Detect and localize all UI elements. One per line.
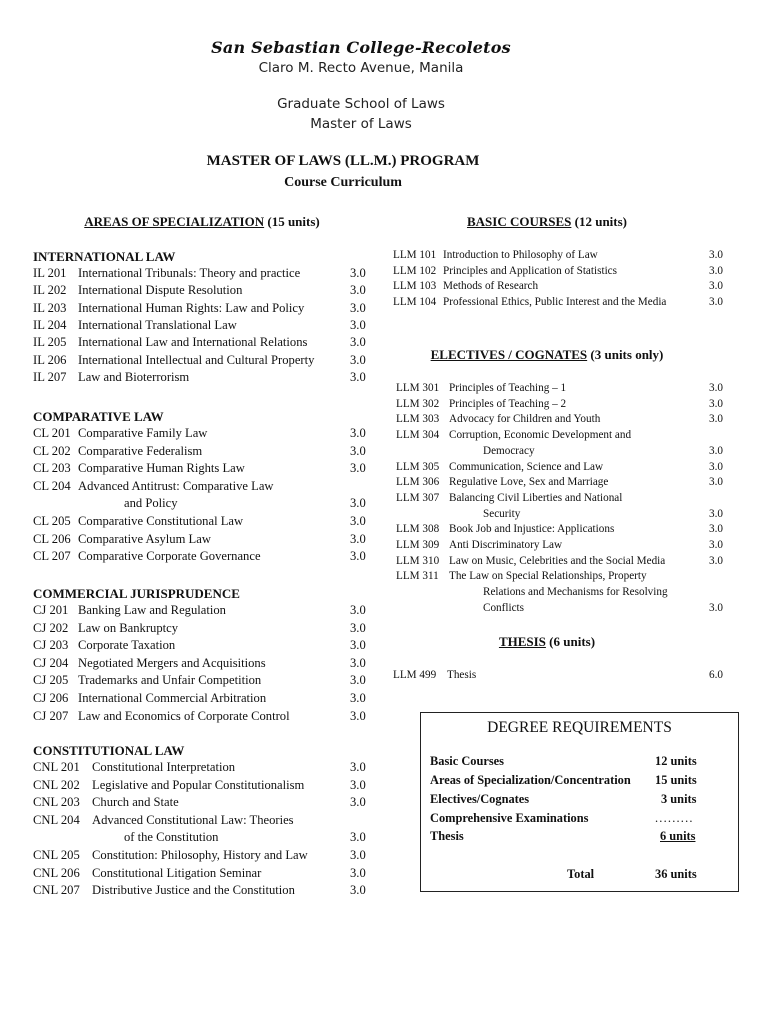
course-row xyxy=(0,249,768,265)
course-units: 3.0 xyxy=(350,777,366,792)
course-row xyxy=(0,265,768,281)
course-name: Advanced Constitutional Law: Theories xyxy=(92,812,294,827)
course-name: Law and Bioterrorism xyxy=(78,369,190,384)
course-code: LLM 103 xyxy=(393,280,437,292)
course-name: Advanced Antitrust: Comparative Law xyxy=(78,478,274,493)
course-units: 3.0 xyxy=(350,335,366,350)
course-name: Comparative Corporate Governance xyxy=(78,549,261,564)
course-name: Law on Music, Celebrities and the Social Media xyxy=(449,554,666,567)
course-units: 3.0 xyxy=(709,264,723,277)
course-name: Methods of Research xyxy=(443,280,539,292)
international-law-title: INTERNATIONAL LAW xyxy=(33,249,176,264)
course-code: CJ 204 xyxy=(33,655,69,670)
course-units: 3.0 xyxy=(350,549,366,564)
page-subtitle: Course Curriculum xyxy=(284,175,402,190)
course-units: 3.0 xyxy=(350,795,366,810)
course-code: IL 203 xyxy=(33,300,67,315)
course-name: Advocacy for Children and Youth xyxy=(449,413,601,426)
course-units: 3.0 xyxy=(709,413,723,426)
course-name: Negotiated Mergers and Acquisitions xyxy=(78,655,266,670)
course-units: 3.0 xyxy=(350,266,366,280)
course-row xyxy=(0,382,768,398)
course-name: The Law on Special Relationships, Property xyxy=(449,570,647,583)
degree-name: Master of Laws xyxy=(310,116,412,132)
course-units: 3.0 xyxy=(709,397,723,410)
course-name: Banking Law and Regulation xyxy=(78,603,226,617)
course-name: Corporate Taxation xyxy=(78,638,176,653)
course-name: Democracy xyxy=(483,444,535,457)
course-name: Legislative and Popular Constitutionalism xyxy=(92,777,305,792)
course-units: 3.0 xyxy=(709,507,723,520)
course-code: LLM 308 xyxy=(396,523,440,536)
comparative-law-title: COMPARATIVE LAW xyxy=(33,409,164,424)
course-name: International Intellectual and Cultural Property xyxy=(78,352,315,367)
course-units: 3.0 xyxy=(350,531,366,546)
req-value: ......... xyxy=(655,811,694,825)
college-address: Claro M. Recto Avenue, Manila xyxy=(258,60,464,76)
course-code: CL 207 xyxy=(33,549,71,564)
course-code: LLM 307 xyxy=(396,491,440,504)
course-units: 6.0 xyxy=(709,669,723,681)
program-title: MASTER OF LAWS (LL.M.) PROGRAM xyxy=(206,153,480,169)
course-row xyxy=(0,555,768,571)
course-units: 3.0 xyxy=(709,460,723,473)
course-row xyxy=(0,492,768,508)
course-name: Anti Discriminatory Law xyxy=(449,539,563,551)
course-name: Church and State xyxy=(92,795,179,810)
course-name: International Tribunals: Theory and practice xyxy=(78,266,301,280)
course-code: LLM 102 xyxy=(393,264,437,277)
course-name: Introduction to Philosophy of Law xyxy=(443,249,598,261)
course-name: Trademarks and Unfair Competition xyxy=(78,673,262,688)
course-code: IL 206 xyxy=(33,352,67,367)
areas-heading: AREAS OF SPECIALIZATION (15 units) xyxy=(84,214,320,229)
course-units: 3.0 xyxy=(709,249,723,261)
course-units: 3.0 xyxy=(350,426,366,440)
course-units: 3.0 xyxy=(350,673,366,688)
constitutional-law-title: CONSTITUTIONAL LAW xyxy=(33,743,185,758)
course-units: 3.0 xyxy=(350,352,366,367)
req-total-value: 36 units xyxy=(655,867,697,881)
course-row xyxy=(0,523,768,539)
degree-requirements-title: DEGREE REQUIREMENTS xyxy=(487,719,672,736)
course-code: CL 202 xyxy=(33,443,71,458)
course-code: CJ 201 xyxy=(33,603,69,617)
course-name: International Law and International Relations xyxy=(78,335,308,350)
req-label: Electives/Cognates xyxy=(430,792,530,806)
course-units: 3.0 xyxy=(350,369,366,384)
course-code: LLM 310 xyxy=(396,554,440,567)
course-name: Law on Bankruptcy xyxy=(78,620,179,635)
course-code: CJ 203 xyxy=(33,638,69,653)
course-units: 3.0 xyxy=(350,496,366,511)
course-name: International Human Rights: Law and Policy xyxy=(78,300,305,315)
course-row xyxy=(0,280,768,296)
course-name: Balancing Civil Liberties and National xyxy=(449,491,623,504)
course-row xyxy=(0,669,768,685)
course-code: CNL 204 xyxy=(33,812,80,827)
course-units: 3.0 xyxy=(709,523,723,536)
course-units: 3.0 xyxy=(709,539,723,551)
course-name: Principles of Teaching – 1 xyxy=(449,382,567,394)
course-code: LLM 301 xyxy=(396,382,440,394)
course-code: CL 205 xyxy=(33,514,71,528)
course-name: Law and Economics of Corporate Control xyxy=(78,708,290,723)
course-code: LLM 306 xyxy=(396,476,440,489)
req-label: Basic Courses xyxy=(430,754,504,768)
college-name: San Sebastian College-Recoletos xyxy=(211,38,511,57)
course-code: CJ 202 xyxy=(33,620,69,635)
course-code: LLM 311 xyxy=(396,570,439,583)
course-name: International Translational Law xyxy=(78,317,237,332)
course-code: IL 201 xyxy=(33,266,67,280)
course-row xyxy=(0,318,768,335)
course-units: 3.0 xyxy=(709,295,723,308)
course-units: 3.0 xyxy=(350,883,366,898)
course-units: 3.0 xyxy=(709,280,723,292)
course-row xyxy=(0,638,768,656)
course-code: IL 204 xyxy=(33,317,67,332)
course-code: CL 204 xyxy=(33,478,71,493)
course-name: Comparative Constitutional Law xyxy=(78,514,244,528)
course-code: LLM 101 xyxy=(393,249,437,261)
course-row xyxy=(0,691,768,709)
course-row xyxy=(0,429,768,445)
course-code: CNL 206 xyxy=(33,865,80,880)
course-name: and Policy xyxy=(124,496,178,511)
course-name: International Commercial Arbitration xyxy=(78,691,267,705)
course-units: 3.0 xyxy=(709,601,723,614)
course-name: Constitutional Interpretation xyxy=(92,760,236,774)
course-units: 3.0 xyxy=(350,708,366,723)
thesis-heading: THESIS (6 units) xyxy=(498,634,596,649)
course-code: CJ 206 xyxy=(33,691,69,705)
req-total-label: Total xyxy=(567,867,595,881)
course-code: IL 207 xyxy=(33,369,67,384)
course-code: IL 205 xyxy=(33,335,67,350)
course-name: Corruption, Economic Development and xyxy=(449,429,632,442)
course-name: International Dispute Resolution xyxy=(78,283,243,298)
course-units: 3.0 xyxy=(350,638,366,653)
course-code: IL 202 xyxy=(33,283,67,298)
course-name: Comparative Asylum Law xyxy=(78,531,211,546)
course-units: 3.0 xyxy=(350,317,366,332)
course-units: 3.0 xyxy=(709,444,723,457)
course-name: Communication, Science and Law xyxy=(449,460,604,473)
course-code: LLM 309 xyxy=(396,539,440,551)
course-code: CJ 205 xyxy=(33,673,69,688)
course-row xyxy=(0,508,768,524)
course-units: 3.0 xyxy=(350,620,366,635)
course-units: 3.0 xyxy=(350,514,366,528)
course-name: Conflicts xyxy=(483,601,525,614)
course-units: 3.0 xyxy=(709,382,723,394)
course-code: LLM 304 xyxy=(396,429,440,442)
course-name: Security xyxy=(483,507,521,520)
course-code: LLM 104 xyxy=(393,295,437,308)
req-value: 15 units xyxy=(655,773,697,787)
course-name: Constitutional Litigation Seminar xyxy=(92,865,262,880)
course-name: Distributive Justice and the Constitution xyxy=(92,883,295,898)
course-units: 3.0 xyxy=(709,476,723,489)
course-name: Constitution: Philosophy, History and Law xyxy=(92,848,308,862)
course-row xyxy=(0,586,768,602)
course-name: Comparative Human Rights Law xyxy=(78,461,245,476)
course-units: 3.0 xyxy=(350,461,366,476)
course-units: 3.0 xyxy=(350,283,366,298)
req-label: Areas of Specialization/Concentration xyxy=(430,773,631,787)
course-code: CNL 203 xyxy=(33,795,80,810)
course-units: 3.0 xyxy=(709,554,723,567)
electives-heading: ELECTIVES / COGNATES (3 units only) xyxy=(430,347,664,362)
course-name: Principles and Application of Statistics xyxy=(443,264,618,277)
course-units: 3.0 xyxy=(350,830,366,845)
course-units: 3.0 xyxy=(350,691,366,705)
degree-requirements-box xyxy=(420,712,739,892)
req-label: Comprehensive Examinations xyxy=(430,811,589,825)
course-code: LLM 302 xyxy=(396,397,440,410)
course-row xyxy=(0,621,768,639)
course-units: 3.0 xyxy=(350,655,366,670)
course-code: LLM 499 xyxy=(393,669,437,681)
course-row xyxy=(0,296,768,312)
course-units: 3.0 xyxy=(350,300,366,315)
course-code: CJ 207 xyxy=(33,708,69,723)
course-name: Comparative Federalism xyxy=(78,443,203,458)
req-value: 12 units xyxy=(655,754,697,768)
course-name: of the Constitution xyxy=(124,830,219,845)
course-row xyxy=(0,335,768,352)
course-code: CNL 201 xyxy=(33,760,80,774)
req-label: Thesis xyxy=(430,829,464,843)
course-units: 3.0 xyxy=(350,865,366,880)
course-row xyxy=(0,445,768,461)
course-units: 3.0 xyxy=(350,603,366,617)
school-name: Graduate School of Laws xyxy=(277,96,445,112)
req-value: 3 units xyxy=(661,792,697,806)
course-units: 3.0 xyxy=(350,848,366,862)
course-name: Principles of Teaching – 2 xyxy=(449,397,567,410)
basic-heading: BASIC COURSES (12 units) xyxy=(466,214,628,229)
req-value: 6 units xyxy=(660,829,696,843)
course-row xyxy=(0,398,768,414)
course-code: CL 201 xyxy=(33,426,71,440)
course-name: Regulative Love, Sex and Marriage xyxy=(449,476,609,489)
course-row xyxy=(0,602,768,618)
course-name: Thesis xyxy=(447,669,477,681)
course-row xyxy=(0,353,768,370)
course-name: Professional Ethics, Public Interest and the Media xyxy=(443,295,667,308)
course-code: CNL 202 xyxy=(33,777,80,792)
course-row xyxy=(0,413,768,429)
course-code: LLM 305 xyxy=(396,460,440,473)
course-name: Book Job and Injustice: Applications xyxy=(449,523,615,536)
course-row xyxy=(0,476,768,492)
course-code: LLM 303 xyxy=(396,413,440,426)
course-code: CL 203 xyxy=(33,461,71,476)
course-units: 3.0 xyxy=(350,760,366,774)
course-code: CL 206 xyxy=(33,531,71,546)
course-code: CNL 205 xyxy=(33,848,80,862)
course-name: Relations and Mechanisms for Resolving xyxy=(483,586,668,599)
course-units: 3.0 xyxy=(350,443,366,458)
commercial-jurisprudence-title: COMMERCIAL JURISPRUDENCE xyxy=(33,586,240,601)
course-row xyxy=(0,461,768,477)
course-row xyxy=(0,570,768,586)
course-name: Comparative Family Law xyxy=(78,426,208,440)
course-row xyxy=(0,539,768,555)
course-code: CNL 207 xyxy=(33,883,80,898)
